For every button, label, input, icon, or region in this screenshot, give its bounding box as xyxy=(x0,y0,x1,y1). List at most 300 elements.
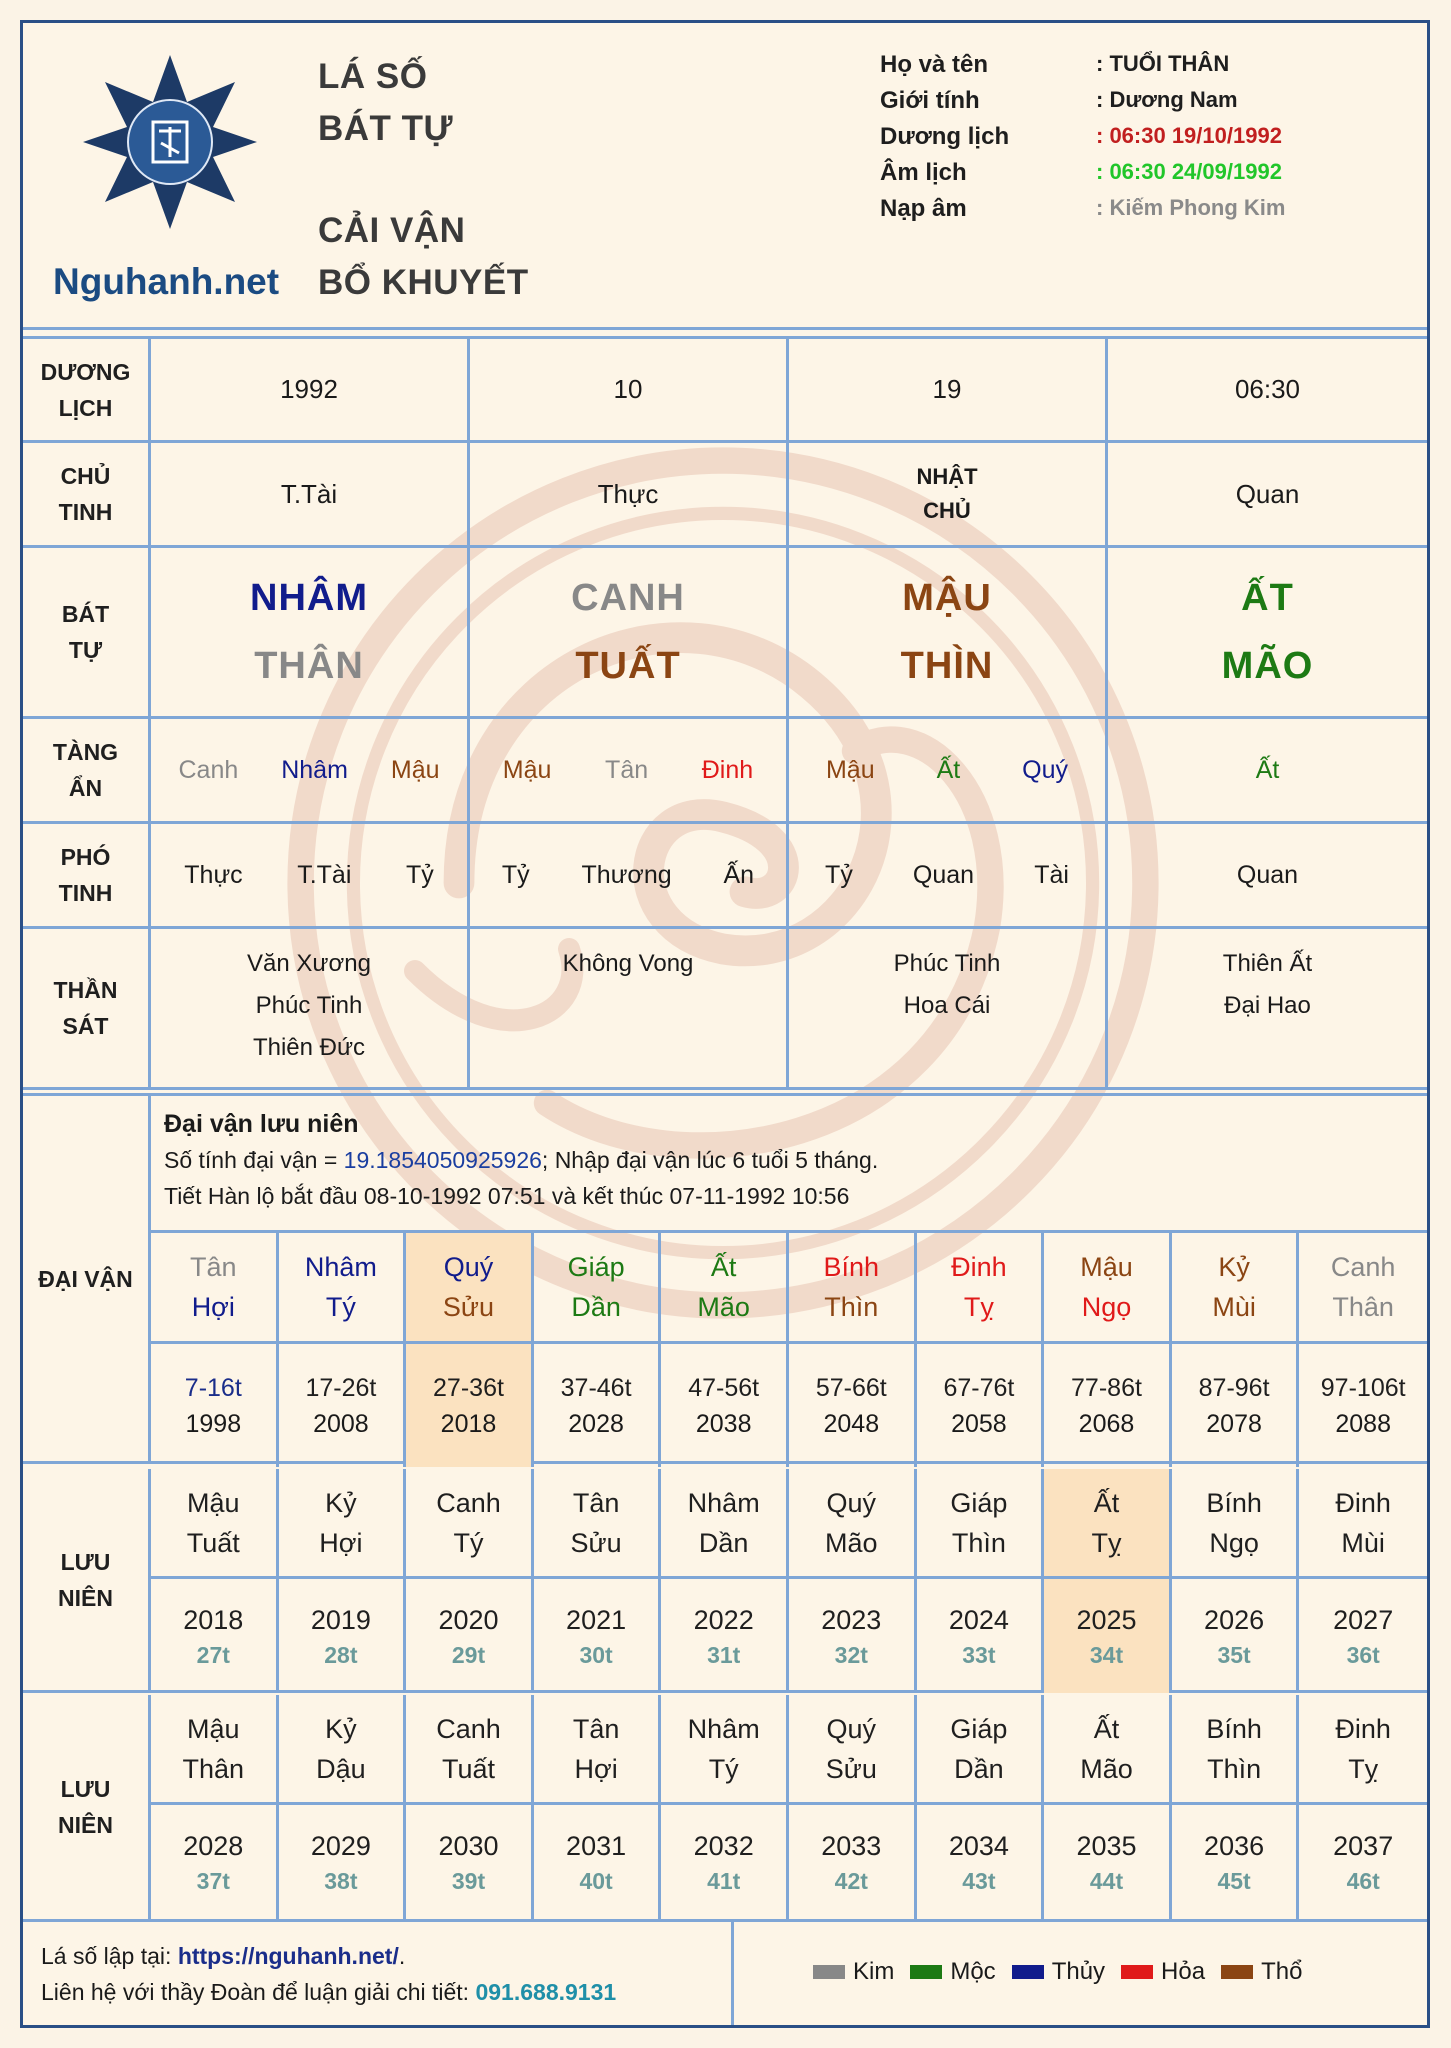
hidden-stem: Nhâm xyxy=(281,755,348,784)
element-legend xyxy=(813,1958,1318,1986)
dai-van-title: Đại vận lưu niên xyxy=(164,1110,359,1138)
luu-nien-column xyxy=(406,1469,534,1690)
dai-van-can: Kỷ xyxy=(1218,1252,1250,1282)
dai-van-chi: Thìn xyxy=(824,1292,879,1322)
luu-nien-year: 2034 xyxy=(948,1831,1009,1861)
luu-nien-can: Kỷ xyxy=(325,1487,357,1518)
chu-tinh-hour: Quan xyxy=(1235,478,1300,509)
pillar-can: ẤT xyxy=(1241,577,1294,619)
dai-van-pillar xyxy=(789,1233,914,1344)
sub-star: Tài xyxy=(1034,860,1069,889)
dai-van-pillar xyxy=(279,1233,404,1344)
luu-nien-can: Tân xyxy=(572,1487,620,1518)
tang-an-month xyxy=(470,719,789,821)
dai-van-can: Bính xyxy=(823,1252,880,1282)
sub-star: T.Tài xyxy=(297,860,352,889)
pillar-hour xyxy=(1108,548,1427,716)
legend-swatch xyxy=(813,1965,845,1979)
luu-nien-can: Đinh xyxy=(1335,1713,1391,1744)
pho-tinh-year xyxy=(151,824,470,926)
luu-nien-age: 27t xyxy=(196,1642,230,1668)
dai-van-column xyxy=(406,1233,534,1467)
legend-label: Thổ xyxy=(1261,1958,1303,1985)
luu-nien-chi: Thìn xyxy=(951,1527,1006,1558)
info-label: Nạp âm xyxy=(880,195,967,222)
luu-nien-column xyxy=(789,1469,917,1690)
dai-van-chi: Ngọ xyxy=(1081,1292,1132,1322)
luu-nien-column xyxy=(1044,1469,1172,1690)
luu-nien-pillar xyxy=(1299,1695,1427,1805)
luu-nien-year: 2025 xyxy=(1076,1605,1137,1635)
luu-nien-year-cell xyxy=(279,1805,404,1919)
info-value: : 06:30 24/09/1992 xyxy=(1096,159,1282,184)
pillar-chi: TUẤT xyxy=(575,645,681,687)
than-sat-hour xyxy=(1108,929,1427,1087)
dai-van-column xyxy=(1299,1233,1427,1467)
footer-line-2 xyxy=(41,1974,731,2010)
chu-tinh-month: Thực xyxy=(470,443,789,545)
dai-van-pillar xyxy=(1044,1233,1169,1344)
phone-link[interactable]: 091.688.9131 xyxy=(475,1979,617,2005)
luu-nien-can: Canh xyxy=(436,1713,501,1744)
luu-nien-column xyxy=(917,1695,1045,1919)
dai-van-pillar xyxy=(151,1233,276,1344)
pillar-chi: THÂN xyxy=(254,645,364,687)
footer-text: . xyxy=(398,1943,406,1969)
spirit-star: Hoa Cái xyxy=(903,992,991,1019)
row-label: LƯU NIÊN xyxy=(23,1469,151,1690)
luu-nien-year: 2030 xyxy=(438,1831,499,1861)
day-cell: 19 xyxy=(789,339,1108,440)
row-duong-lich xyxy=(23,339,1427,443)
luu-nien-pillar xyxy=(151,1695,276,1805)
spirit-star: Đại Hao xyxy=(1224,992,1311,1019)
luu-nien-year-cell xyxy=(1299,1579,1427,1693)
luu-nien-column xyxy=(661,1469,789,1690)
luu-nien-chi: Sửu xyxy=(570,1527,622,1558)
luu-nien-can: Ất xyxy=(1093,1713,1120,1744)
luu-nien-pillar xyxy=(151,1469,276,1579)
luu-nien-year-cell xyxy=(1299,1805,1427,1919)
dai-van-period xyxy=(917,1344,1042,1467)
star-logo-icon xyxy=(75,47,265,237)
luu-nien-year: 2026 xyxy=(1204,1605,1265,1635)
luu-nien-year: 2033 xyxy=(821,1831,882,1861)
legend-label: Kim xyxy=(853,1958,895,1985)
luu-nien-age: 35t xyxy=(1217,1642,1251,1668)
legend-item xyxy=(910,1958,995,1986)
luu-nien-chi: Dần xyxy=(698,1527,749,1558)
dai-van-can: Giáp xyxy=(567,1252,625,1282)
info-label: Dương lịch xyxy=(880,123,1010,150)
dai-van-can: Nhâm xyxy=(304,1252,377,1282)
dai-van-pillar xyxy=(917,1233,1042,1344)
luu-nien-chi: Dần xyxy=(954,1753,1004,1784)
legend-swatch xyxy=(1121,1965,1153,1979)
luu-nien-column xyxy=(279,1695,407,1919)
luu-nien-chi: Mùi xyxy=(1341,1527,1385,1558)
dai-van-range: 17-26t xyxy=(305,1373,377,1402)
luu-nien-year-cell xyxy=(534,1579,659,1693)
sub-star: Tỷ xyxy=(825,860,853,889)
sub-star: Quan xyxy=(912,860,975,889)
dai-van-can: Canh xyxy=(1330,1252,1396,1282)
dai-van-period xyxy=(406,1344,531,1467)
luu-nien-chi: Thìn xyxy=(1207,1753,1262,1784)
luu-nien-year-cell xyxy=(151,1579,276,1693)
dai-van-chi: Mùi xyxy=(1212,1292,1256,1322)
chu-tinh-year: T.Tài xyxy=(151,443,470,545)
dai-van-year: 2028 xyxy=(568,1409,624,1438)
legend-label: Mộc xyxy=(950,1958,996,1985)
hour-cell: 06:30 xyxy=(1234,374,1301,404)
luu-nien-year: 2023 xyxy=(821,1605,882,1635)
month-cell: 10 xyxy=(470,339,789,440)
dai-van-year: 2078 xyxy=(1206,1409,1262,1438)
luu-nien-can: Bính xyxy=(1206,1487,1262,1518)
dai-van-pillar xyxy=(1172,1233,1297,1344)
than-sat-month xyxy=(470,929,789,1087)
spirit-star: Văn Xương xyxy=(247,950,371,977)
title-line-1: LÁ SỐ xyxy=(318,57,428,96)
dai-van-year: 2058 xyxy=(951,1409,1007,1438)
legend-item xyxy=(1012,1958,1105,1986)
luu-nien-column xyxy=(789,1695,917,1919)
dai-van-range: 87-96t xyxy=(1198,1373,1270,1402)
hidden-stem: Quý xyxy=(1022,755,1068,784)
header xyxy=(23,23,1427,330)
luu-nien-year-cell xyxy=(406,1579,531,1693)
luu-nien-year-cell xyxy=(917,1805,1042,1919)
luu-nien-year-cell xyxy=(789,1579,914,1693)
luu-nien-age: 36t xyxy=(1346,1642,1380,1668)
dai-van-period xyxy=(279,1344,404,1467)
legend-item xyxy=(1221,1958,1302,1986)
dai-van-range: 47-56t xyxy=(688,1373,760,1402)
info-value: : TUỔI THÂN xyxy=(1096,51,1230,76)
dai-van-period xyxy=(151,1344,276,1467)
luu-nien-age: 32t xyxy=(834,1642,868,1668)
luu-nien-age: 30t xyxy=(579,1642,613,1668)
spirit-star: Thiên Ất xyxy=(1222,950,1313,977)
luu-nien-column xyxy=(1172,1469,1300,1690)
dai-van-can: Mậu xyxy=(1080,1252,1133,1282)
note-suffix: ; Nhập đại vận lúc 6 tuổi 5 tháng. xyxy=(541,1147,879,1173)
title-line-2: BÁT TỰ xyxy=(318,109,454,148)
footer xyxy=(23,1919,1427,2025)
pillar-chi: MÃO xyxy=(1221,645,1314,687)
than-sat-day xyxy=(789,929,1108,1087)
luu-nien-column xyxy=(1172,1695,1300,1919)
luu-nien-age: 42t xyxy=(834,1868,868,1894)
website-link[interactable]: https://nguhanh.net/ xyxy=(177,1943,399,1969)
luu-nien-can: Nhâm xyxy=(687,1487,760,1518)
luu-nien-can: Đinh xyxy=(1335,1487,1391,1518)
dai-van-column xyxy=(1044,1233,1172,1467)
title-line-4: BỔ KHUYẾT xyxy=(318,263,529,302)
luu-nien-chi: Hợi xyxy=(319,1527,363,1558)
dai-van-can: Ất xyxy=(710,1252,737,1282)
info-value: : Kiếm Phong Kim xyxy=(1096,195,1286,220)
dai-van-year: 2038 xyxy=(695,1409,752,1438)
luu-nien-chi: Dậu xyxy=(316,1753,366,1784)
dai-van-chi: Mão xyxy=(697,1292,750,1322)
luu-nien-pillar xyxy=(1172,1469,1297,1579)
dai-van-period xyxy=(789,1344,914,1467)
legend-label: Hỏa xyxy=(1161,1958,1206,1985)
luu-nien-table-1 xyxy=(151,1469,1427,1690)
luu-nien-section-2 xyxy=(23,1695,1427,1919)
row-chu-tinh xyxy=(23,443,1427,548)
bazi-grid xyxy=(23,336,1427,1061)
luu-nien-year: 2028 xyxy=(183,1831,244,1861)
dai-van-year: 2088 xyxy=(1335,1409,1391,1438)
luu-nien-year: 2020 xyxy=(438,1605,499,1635)
luu-nien-year: 2024 xyxy=(948,1605,1009,1635)
luu-nien-year: 2027 xyxy=(1333,1605,1394,1635)
luu-nien-year-cell xyxy=(1044,1579,1169,1693)
luu-nien-age: 45t xyxy=(1217,1868,1251,1894)
luu-nien-age: 46t xyxy=(1346,1868,1380,1894)
dai-van-year: 2048 xyxy=(823,1409,880,1438)
hidden-stem: Tân xyxy=(605,755,649,784)
dai-van-period xyxy=(1172,1344,1297,1467)
luu-nien-age: 33t xyxy=(962,1642,996,1668)
spirit-star: Không Vong xyxy=(562,950,694,977)
luu-nien-pillar xyxy=(1299,1469,1427,1579)
luu-nien-year-cell xyxy=(1044,1805,1169,1919)
dai-van-year: 1998 xyxy=(185,1409,242,1438)
footer-text: Lá số lập tại: xyxy=(41,1943,178,1969)
dai-van-section xyxy=(23,1093,1427,1464)
luu-nien-chi: Sửu xyxy=(825,1753,877,1784)
dai-van-column xyxy=(151,1233,279,1467)
title-line-3: CẢI VẬN xyxy=(318,211,466,250)
luu-nien-column xyxy=(1044,1695,1172,1919)
row-than-sat xyxy=(23,929,1427,1090)
luu-nien-year: 2019 xyxy=(310,1605,371,1635)
luu-nien-year: 2032 xyxy=(693,1831,754,1861)
luu-nien-chi: Tỵ xyxy=(1348,1753,1379,1784)
dai-van-period xyxy=(1299,1344,1427,1467)
luu-nien-year: 2018 xyxy=(183,1605,244,1635)
luu-nien-year: 2029 xyxy=(310,1831,371,1861)
info-label: Họ và tên xyxy=(880,51,989,78)
pillar-can: CANH xyxy=(571,577,685,619)
dai-van-column xyxy=(917,1233,1045,1467)
luu-nien-year: 2036 xyxy=(1204,1831,1265,1861)
luu-nien-chi: Tý xyxy=(708,1753,739,1784)
hidden-stem: Mậu xyxy=(825,755,875,784)
footer-text: Liên hệ với thầy Đoàn để luận giải chi tiết: xyxy=(41,1979,476,2005)
luu-nien-can: Kỷ xyxy=(325,1713,357,1744)
dai-van-chi: Dần xyxy=(571,1292,621,1322)
dai-van-period xyxy=(534,1344,659,1467)
luu-nien-can: Bính xyxy=(1206,1713,1262,1744)
dai-van-year: 2068 xyxy=(1078,1409,1135,1438)
luu-nien-chi: Thân xyxy=(182,1753,245,1784)
luu-nien-can: Quý xyxy=(826,1713,877,1744)
dai-van-can: Quý xyxy=(443,1252,494,1282)
dai-van-column xyxy=(1172,1233,1300,1467)
info-label: Âm lịch xyxy=(880,159,967,186)
info-label: Giới tính xyxy=(880,87,980,114)
pillar-can: MẬU xyxy=(902,577,992,619)
legend-swatch xyxy=(910,1965,942,1979)
luu-nien-pillar xyxy=(279,1695,404,1805)
dai-van-pillar xyxy=(534,1233,659,1344)
luu-nien-pillar xyxy=(1044,1469,1169,1579)
row-label: BÁT TỰ xyxy=(23,548,151,716)
luu-nien-year: 2031 xyxy=(566,1831,627,1861)
row-pho-tinh xyxy=(23,824,1427,929)
luu-nien-can: Mậu xyxy=(187,1713,240,1744)
luu-nien-pillar xyxy=(789,1695,914,1805)
dai-van-chi: Sửu xyxy=(442,1292,495,1322)
luu-nien-can: Tân xyxy=(572,1713,620,1744)
luu-nien-pillar xyxy=(917,1469,1042,1579)
legend-item xyxy=(813,1958,894,1986)
luu-nien-section-1 xyxy=(23,1469,1427,1693)
dai-van-chi: Thân xyxy=(1332,1292,1394,1322)
luu-nien-chi: Tuất xyxy=(186,1527,240,1558)
luu-nien-column xyxy=(406,1695,534,1919)
dai-van-range: 7-16t xyxy=(184,1373,242,1402)
dai-van-range: 27-36t xyxy=(433,1373,504,1402)
note-number: 19.1854050925926 xyxy=(343,1147,542,1173)
hidden-stem: Đinh xyxy=(701,755,754,784)
dai-van-column xyxy=(279,1233,407,1467)
hidden-stem: Ất xyxy=(936,755,961,784)
luu-nien-chi: Tuất xyxy=(441,1753,495,1784)
luu-nien-can: Giáp xyxy=(950,1713,1008,1744)
legend-item xyxy=(1121,1958,1205,1986)
footer-line-1 xyxy=(41,1938,731,1974)
row-bat-tu xyxy=(23,548,1427,719)
luu-nien-age: 31t xyxy=(707,1642,741,1668)
row-label: CHỦ TINH xyxy=(23,443,151,545)
luu-nien-pillar xyxy=(534,1695,659,1805)
luu-nien-pillar xyxy=(406,1695,531,1805)
dai-van-note xyxy=(164,1106,1414,1214)
dai-van-line-1 xyxy=(164,1142,1414,1178)
luu-nien-age: 28t xyxy=(324,1642,358,1668)
dai-van-column xyxy=(534,1233,662,1467)
luu-nien-chi: Tỵ xyxy=(1091,1527,1122,1558)
row-label: DƯƠNG LỊCH xyxy=(23,339,151,440)
pho-tinh-month xyxy=(470,824,789,926)
hidden-stem: Ất xyxy=(1255,755,1280,784)
luu-nien-can: Quý xyxy=(826,1487,877,1518)
luu-nien-year-cell xyxy=(1172,1805,1297,1919)
sub-star: Quan xyxy=(1236,860,1299,889)
luu-nien-pillar xyxy=(1172,1695,1297,1805)
luu-nien-age: 37t xyxy=(196,1868,230,1894)
luu-nien-chi: Mão xyxy=(825,1527,878,1558)
pillar-chi: THÌN xyxy=(900,645,994,687)
luu-nien-year-cell xyxy=(279,1579,404,1693)
dai-van-chi: Tý xyxy=(325,1292,356,1322)
footer-contact xyxy=(23,1922,734,2025)
luu-nien-pillar xyxy=(534,1469,659,1579)
dai-van-chi: Hợi xyxy=(191,1292,235,1322)
dai-van-period xyxy=(661,1344,786,1467)
luu-nien-year: 2021 xyxy=(566,1605,627,1635)
luu-nien-chi: Hợi xyxy=(574,1753,618,1784)
row-label: THẦN SÁT xyxy=(23,929,151,1087)
row-label: ĐẠI VẬN xyxy=(23,1096,151,1461)
luu-nien-year-cell xyxy=(151,1805,276,1919)
pillar-can: NHÂM xyxy=(250,577,368,619)
luu-nien-year-cell xyxy=(534,1805,659,1919)
note-prefix: Số tính đại vận = xyxy=(164,1147,344,1173)
sub-star: Tỷ xyxy=(501,860,530,889)
dai-van-pillar xyxy=(661,1233,786,1344)
spirit-star: Phúc Tinh xyxy=(255,992,363,1019)
luu-nien-age: 39t xyxy=(451,1868,486,1894)
luu-nien-column xyxy=(1299,1695,1427,1919)
luu-nien-column xyxy=(534,1695,662,1919)
luu-nien-age: 40t xyxy=(579,1868,613,1894)
hidden-stem: Canh xyxy=(178,755,239,784)
luu-nien-pillar xyxy=(789,1469,914,1579)
luu-nien-column xyxy=(534,1469,662,1690)
tang-an-day xyxy=(789,719,1108,821)
luu-nien-can: Ất xyxy=(1093,1487,1120,1518)
luu-nien-age: 41t xyxy=(707,1868,741,1894)
hidden-stem: Mậu xyxy=(502,755,552,784)
luu-nien-year-cell xyxy=(917,1579,1042,1693)
luu-nien-column xyxy=(279,1469,407,1690)
luu-nien-age: 34t xyxy=(1089,1642,1124,1668)
dai-van-range: 77-86t xyxy=(1071,1373,1142,1402)
dai-van-chi: Tỵ xyxy=(963,1292,994,1322)
tang-an-hour xyxy=(1108,719,1427,821)
luu-nien-can: Mậu xyxy=(187,1487,240,1518)
luu-nien-can: Giáp xyxy=(950,1487,1008,1518)
luu-nien-pillar xyxy=(661,1469,786,1579)
info-value: : 06:30 19/10/1992 xyxy=(1096,123,1282,148)
dai-van-column xyxy=(789,1233,917,1467)
dai-van-pillar xyxy=(1299,1233,1427,1344)
legend-label: Thủy xyxy=(1051,1958,1106,1985)
sub-star: Thương xyxy=(581,860,672,889)
luu-nien-table-2 xyxy=(151,1695,1427,1919)
luu-nien-can: Nhâm xyxy=(687,1713,760,1744)
than-sat-year xyxy=(151,929,470,1087)
sub-star: Tỷ xyxy=(405,860,434,889)
luu-nien-year-cell xyxy=(661,1805,786,1919)
luu-nien-year-cell xyxy=(1172,1579,1297,1693)
legend-swatch xyxy=(1221,1965,1253,1979)
dai-van-line-2: Tiết Hàn lộ bắt đầu 08-10-1992 07:51 và kết thúc 07-11-1992 10:56 xyxy=(164,1183,850,1209)
sub-star: Thực xyxy=(184,860,243,889)
dai-van-range: 67-76t xyxy=(943,1373,1015,1402)
sub-star: Ấn xyxy=(723,860,755,889)
info-value: : Dương Nam xyxy=(1096,87,1238,112)
luu-nien-column xyxy=(151,1469,279,1690)
dai-van-range: 97-106t xyxy=(1320,1373,1406,1402)
luu-nien-age: 38t xyxy=(324,1868,358,1894)
dai-van-year: 2008 xyxy=(313,1409,369,1438)
spirit-star: Thiên Đức xyxy=(252,1034,366,1061)
luu-nien-pillar xyxy=(661,1695,786,1805)
dai-van-year: 2018 xyxy=(440,1409,497,1438)
luu-nien-can: Canh xyxy=(436,1487,501,1518)
luu-nien-age: 29t xyxy=(451,1642,486,1668)
luu-nien-year: 2022 xyxy=(693,1605,754,1635)
year-cell: 1992 xyxy=(151,339,470,440)
